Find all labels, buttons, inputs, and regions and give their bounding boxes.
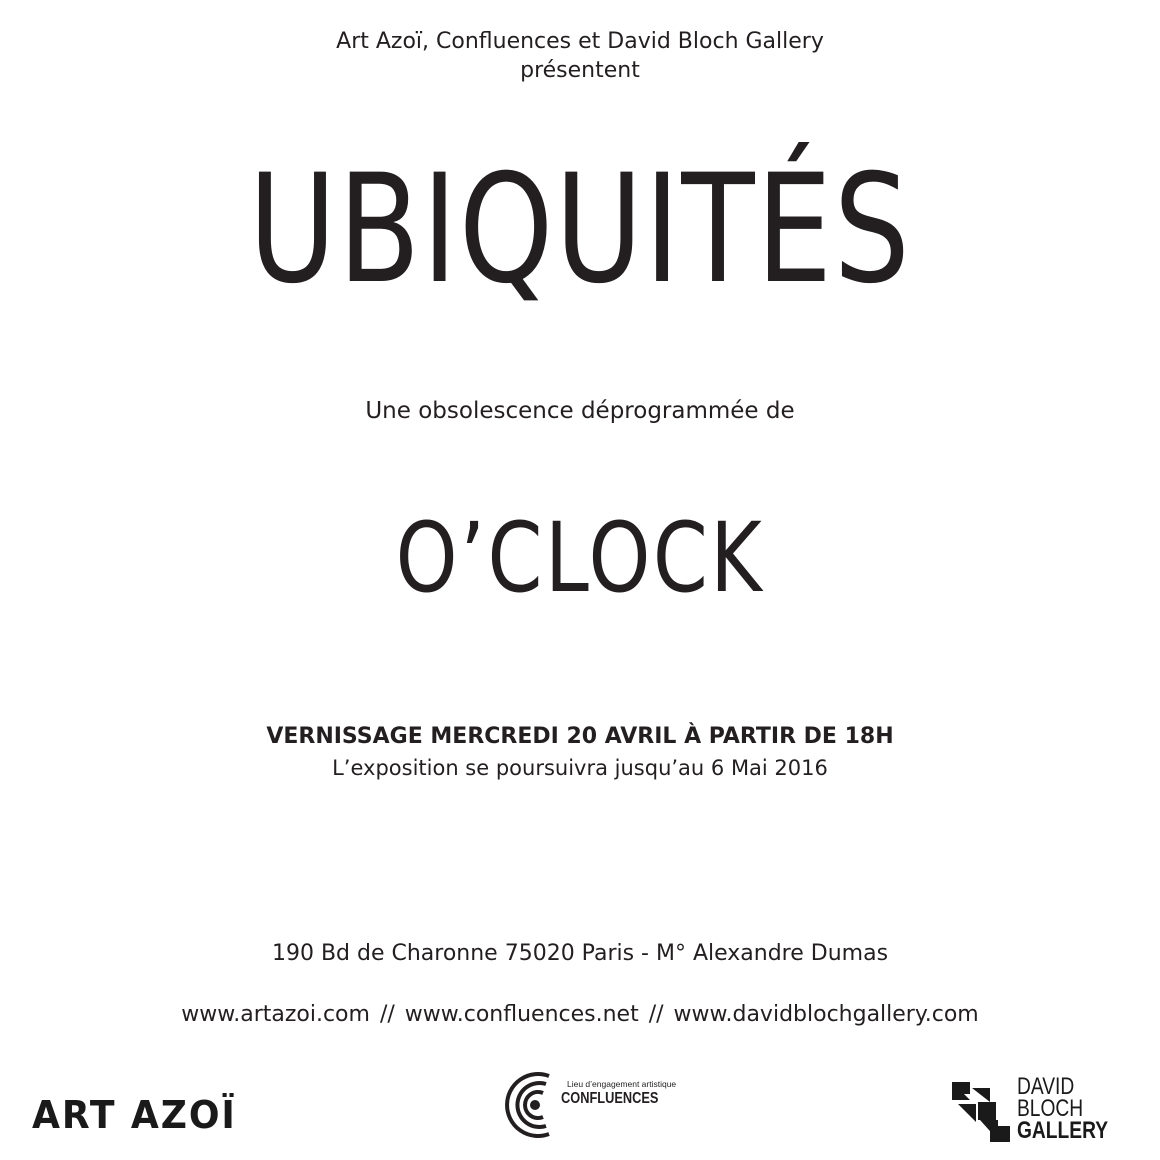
presenting-line: présentent	[520, 58, 640, 83]
art-azoi-logo: ART AZOÏ	[32, 1093, 237, 1137]
dbg-word-gallery: GALLERY	[1017, 1117, 1109, 1144]
closing-info: L’exposition se poursuivra jusqu’au 6 Mai 2016	[332, 756, 828, 780]
exhibition-title: UBIQUITÉS	[248, 143, 912, 317]
confluences-tagline: Lieu d’engagement artistique	[567, 1079, 677, 1089]
artazoi-link[interactable]: www.artazoi.com	[181, 1002, 370, 1027]
confluences-logo	[505, 1068, 705, 1148]
confluences-logo-icon	[505, 1068, 565, 1142]
confluences-link[interactable]: www.confluences.net	[404, 1002, 639, 1027]
url-separator: //	[379, 1002, 395, 1027]
david-bloch-gallery-logo	[950, 1073, 1140, 1152]
exhibition-subtitle: Une obsolescence déprogrammée de	[365, 398, 795, 424]
opening-info: VERNISSAGE MERCREDI 20 AVRIL À PARTIR DE 18H	[266, 724, 894, 749]
url-separator: //	[648, 1002, 664, 1027]
dbg-logo-icon	[950, 1080, 1014, 1144]
website-links	[0, 1000, 1160, 1030]
artist-name: O’CLOCK	[395, 502, 765, 614]
davidbloch-link[interactable]: www.davidblochgallery.com	[673, 1002, 979, 1027]
dbg-word-david: DAVID	[1017, 1073, 1075, 1100]
dbg-wordmark	[1017, 1073, 1109, 1144]
dbg-word-bloch: BLOCH	[1017, 1095, 1084, 1122]
venue-address: 190 Bd de Charonne 75020 Paris - M° Alexandre Dumas	[271, 941, 889, 966]
presenters-line: Art Azoï, Confluences et David Bloch Gallery	[336, 29, 824, 54]
confluences-wordmark: CONFLUENCES	[561, 1090, 659, 1107]
